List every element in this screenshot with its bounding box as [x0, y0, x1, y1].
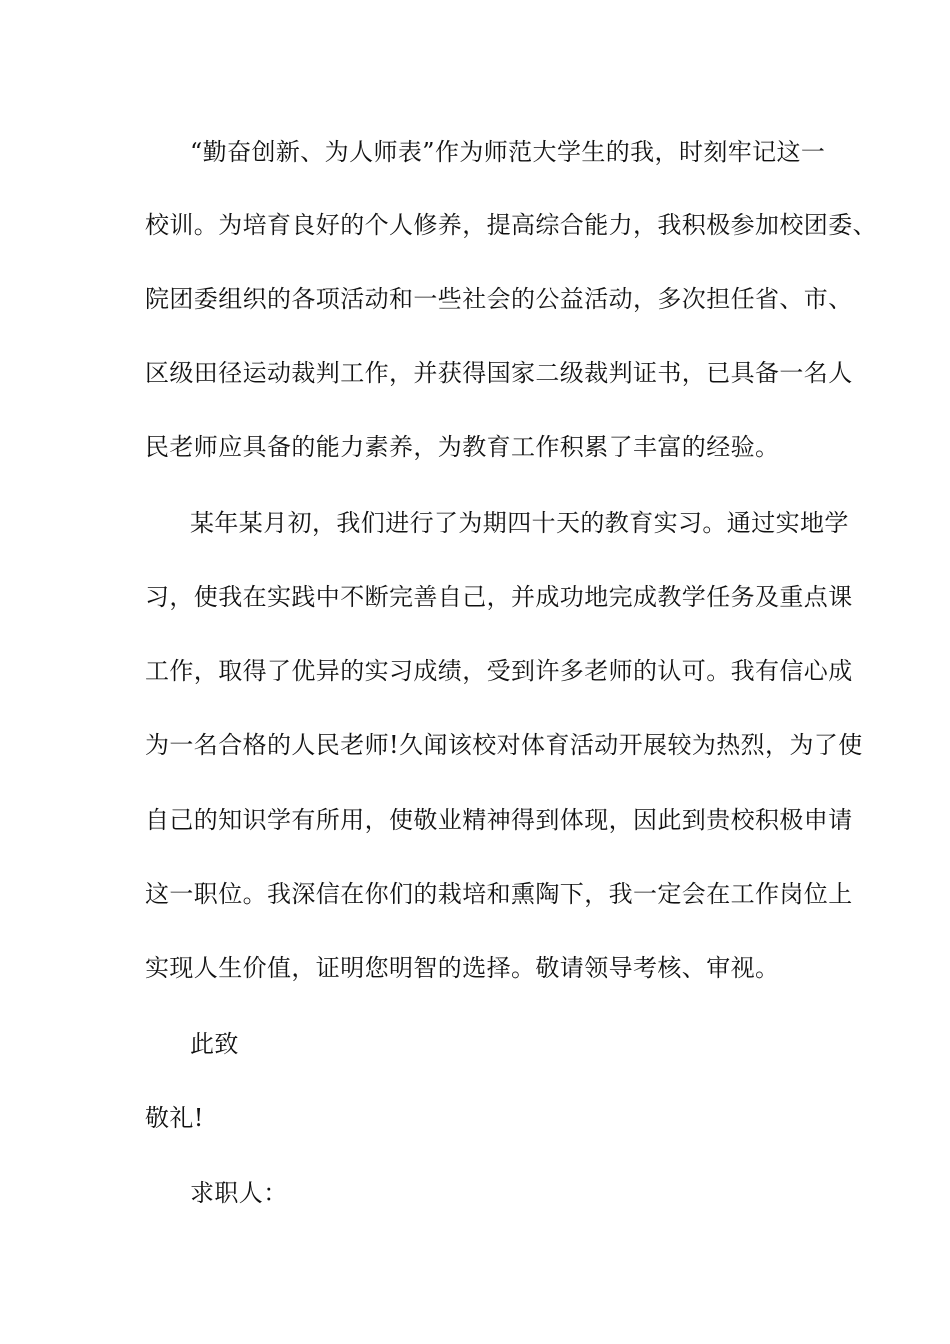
paragraph-2-line-6: 这一职位。我深信在你们的栽培和熏陶下，我一定会在工作岗位上 [145, 880, 853, 908]
salute-text: 敬礼! [145, 1104, 204, 1132]
paragraph-1-line-2: 校训。为培育良好的个人修养，提高综合能力，我积极参加校团委、 [145, 211, 877, 239]
paragraph-2-line-5: 自己的知识学有所用，使敬业精神得到体现，因此到贵校积极申请 [145, 806, 853, 834]
paragraph-2-line-7: 实现人生价值，证明您明智的选择。敬请领导考核、审视。 [145, 954, 780, 982]
paragraph-2-line-1: 某年某月初，我们进行了为期四十天的教育实习。通过实地学 [190, 509, 849, 537]
paragraph-1-line-3: 院团委组织的各项活动和一些社会的公益活动，多次担任省、市、 [145, 285, 853, 313]
paragraph-2-line-3: 工作，取得了优异的实习成绩，受到许多老师的认可。我有信心成 [145, 657, 853, 685]
paragraph-1-line-4: 区级田径运动裁判工作，并获得国家二级裁判证书，已具备一名人 [145, 359, 853, 387]
paragraph-2-line-4: 为一名合格的人民老师!久闻该校对体育活动开展较为热烈，为了使 [145, 731, 863, 759]
closing-text: 此致 [190, 1030, 239, 1058]
signature-label: 求职人： [190, 1179, 288, 1207]
paragraph-1-line-1: “勤奋创新、为人师表”作为师范大学生的我，时刻牢记这一 [190, 138, 826, 166]
paragraph-2-line-2: 习，使我在实践中不断完善自己，并成功地完成教学任务及重点课 [145, 583, 853, 611]
paragraph-1-line-5: 民老师应具备的能力素养，为教育工作积累了丰富的经验。 [145, 433, 780, 461]
